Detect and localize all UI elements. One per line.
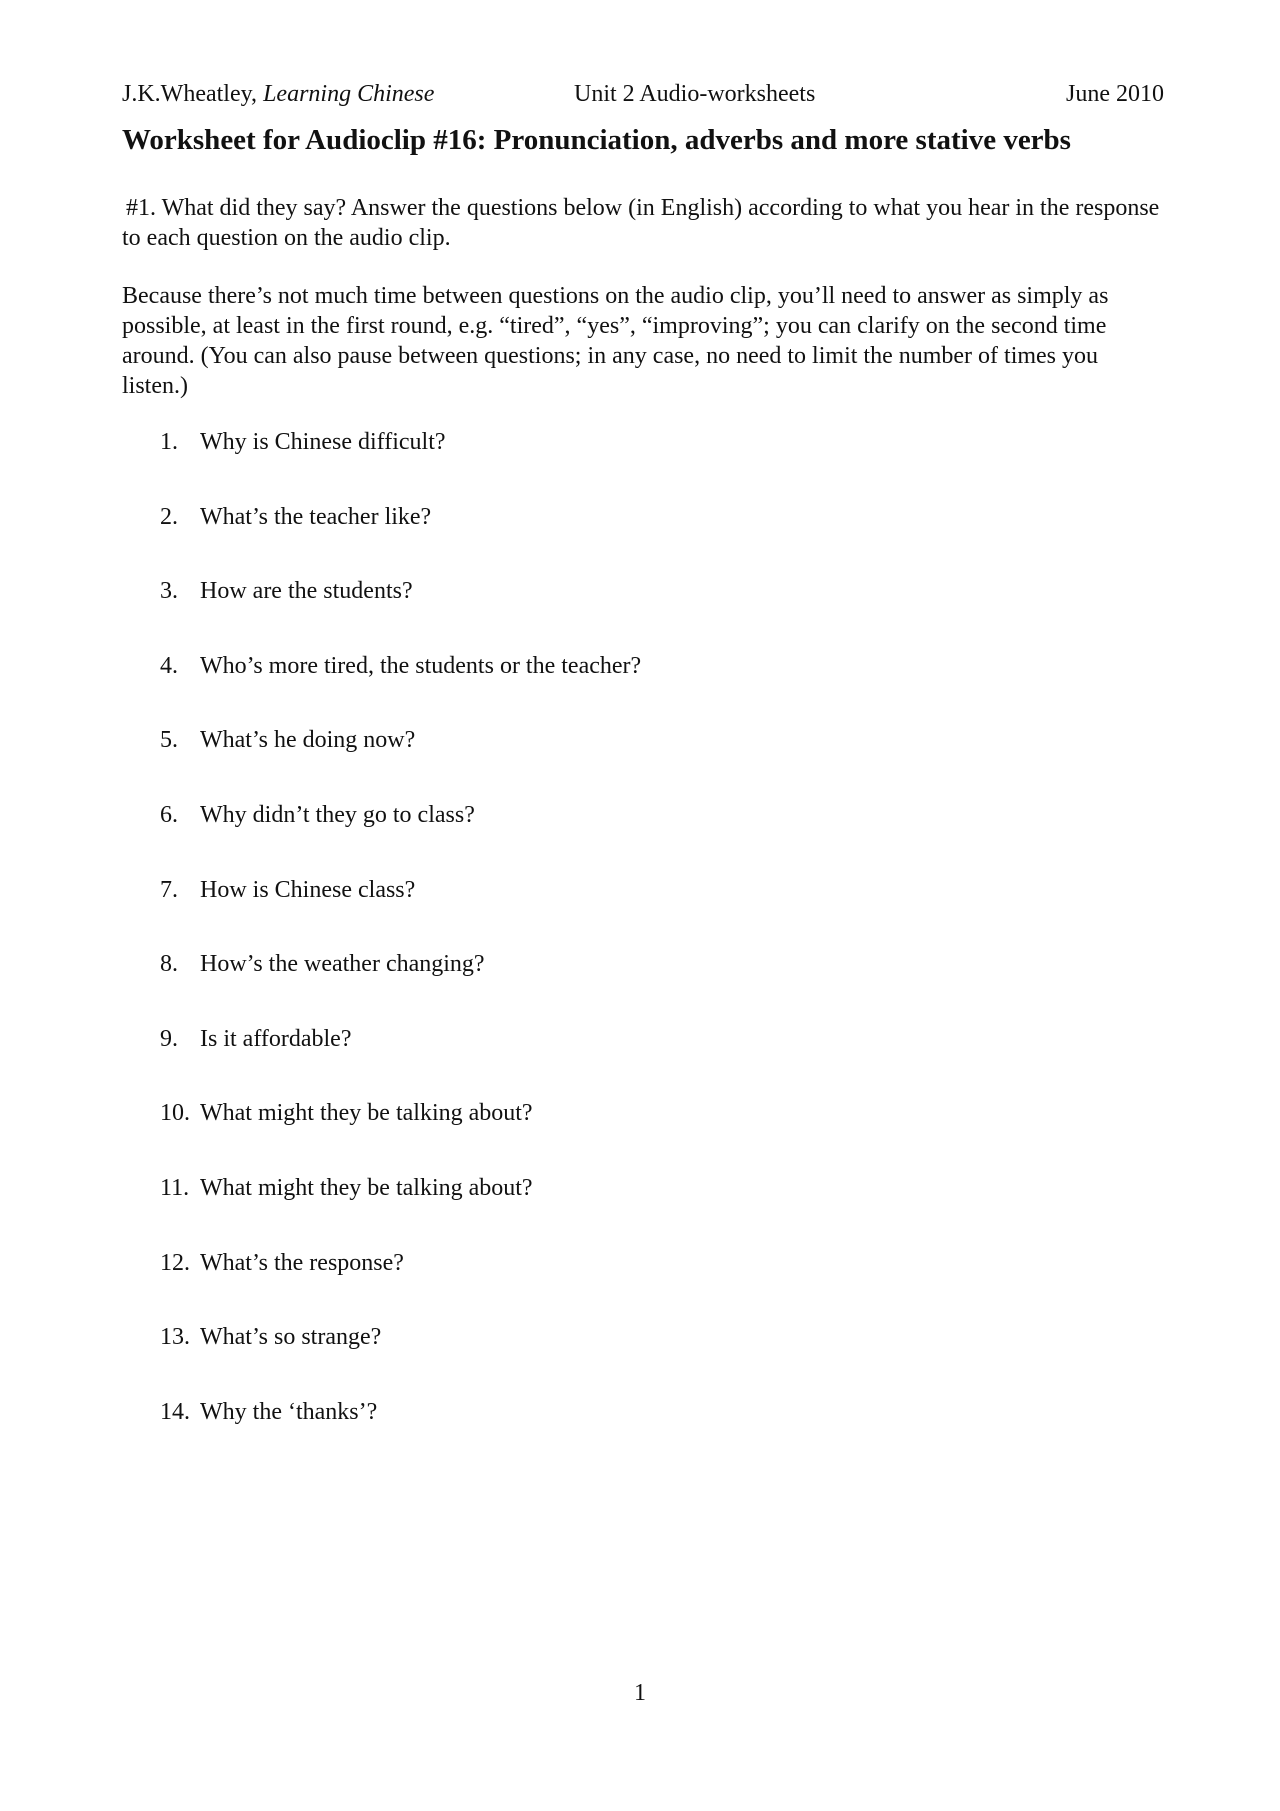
question-item <box>160 502 641 577</box>
question-text: Who’s more tired, the students or the teacher? <box>200 652 642 679</box>
question-text: Is it affordable? <box>200 1025 352 1052</box>
question-text: How’s the weather changing? <box>200 951 485 978</box>
question-number: 10. <box>160 1100 190 1127</box>
question-item <box>160 725 641 800</box>
question-item <box>160 576 641 651</box>
question-number: 1. <box>160 429 178 455</box>
question-number: 14. <box>160 1398 190 1425</box>
question-number: 4. <box>160 652 178 679</box>
question-number: 9. <box>160 1025 178 1052</box>
question-item <box>160 1098 641 1173</box>
header-date: June 2010 <box>1066 81 1164 107</box>
header-author-name: J.K.Wheatley, <box>122 81 258 107</box>
question-number: 11. <box>160 1174 190 1201</box>
question-number: 7. <box>160 876 178 903</box>
question-item <box>160 800 641 875</box>
question-number: 12. <box>160 1249 190 1276</box>
question-item <box>160 1397 641 1472</box>
question-item <box>160 875 641 950</box>
worksheet-title: Worksheet for Audioclip #16: Pronunciation, adverbs and more stative verbs <box>122 124 1071 156</box>
question-text: How are the students? <box>200 578 413 605</box>
question-number: 8. <box>160 951 178 978</box>
question-text: How is Chinese class? <box>200 876 416 903</box>
question-item <box>160 949 641 1024</box>
question-item <box>160 1248 641 1323</box>
question-number: 6. <box>160 801 178 828</box>
page-number: 1 <box>634 1680 646 1706</box>
question-list <box>160 427 641 1471</box>
header-unit: Unit 2 Audio-worksheets <box>574 81 816 107</box>
header-book-title: Learning Chinese <box>263 81 435 107</box>
question-text: Why the ‘thanks’? <box>200 1398 378 1425</box>
question-text: Why didn’t they go to class? <box>200 801 475 828</box>
instruction-paragraph-2: Because there’s not much time between questions on the audio clip, you’ll need to answer as simply as possible, at least in the first round, e.g. “tired”, “yes”, “improving”; you can clarify on the second time around. (You can also pause between questions; in any case, no need to limit the number of times you listen.) <box>122 283 1109 399</box>
question-text: Why is Chinese difficult? <box>200 429 446 455</box>
question-text: What’s the response? <box>200 1249 404 1276</box>
question-text: What might they be talking about? <box>200 1100 533 1127</box>
question-item <box>160 1173 641 1248</box>
question-item <box>160 1024 641 1099</box>
question-number: 2. <box>160 503 178 530</box>
question-text: What’s so strange? <box>200 1324 382 1351</box>
question-text: What’s he doing now? <box>200 727 416 754</box>
question-text: What’s the teacher like? <box>200 503 432 530</box>
question-item <box>160 427 641 502</box>
question-item <box>160 651 641 726</box>
instruction-paragraph-1: #1. What did they say? Answer the questions below (in English) according to what you hear in the response to each question on the audio clip. <box>122 195 1160 251</box>
header-author <box>122 78 434 110</box>
question-number: 3. <box>160 578 178 605</box>
page-header <box>122 78 1164 110</box>
question-number: 13. <box>160 1324 190 1351</box>
question-text: What might they be talking about? <box>200 1174 533 1201</box>
question-number: 5. <box>160 727 178 754</box>
question-item <box>160 1322 641 1397</box>
